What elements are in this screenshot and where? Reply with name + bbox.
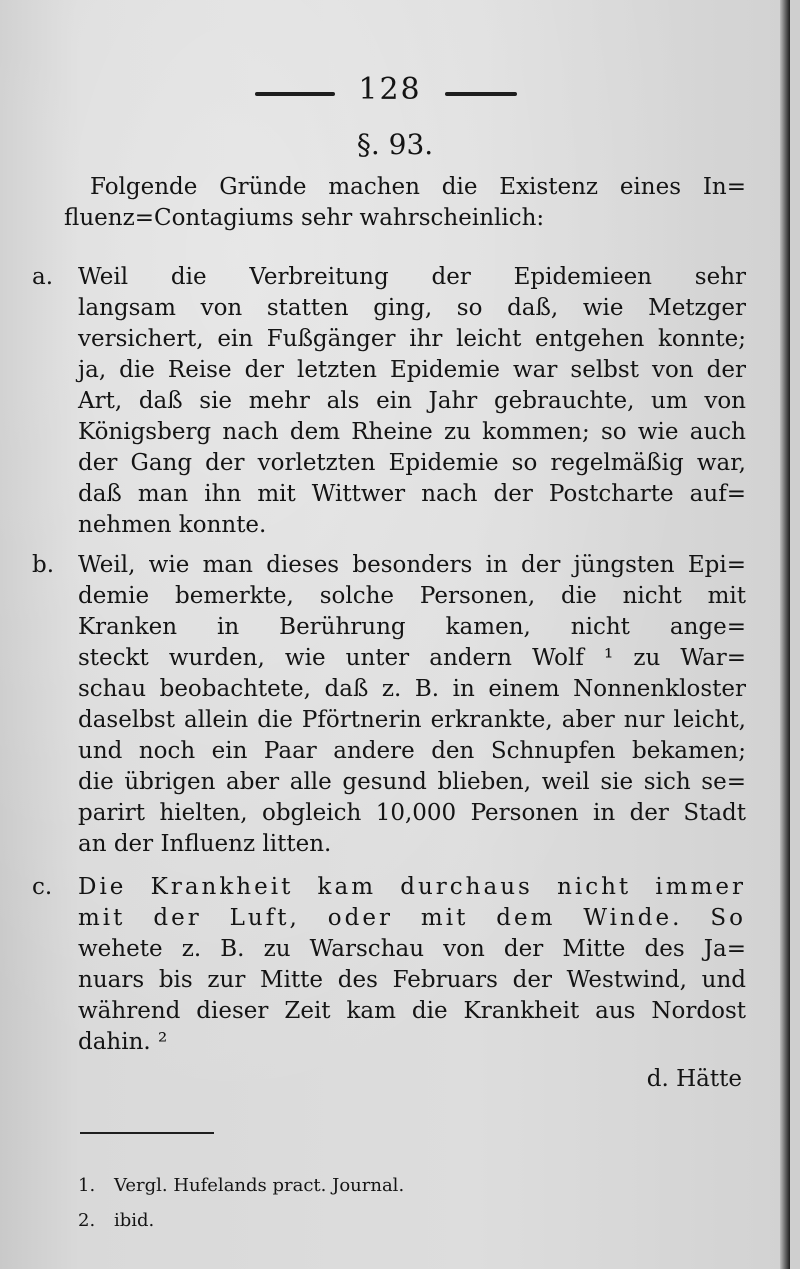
text-line: langsam von statten ging, so daß, wie Metzger <box>78 295 746 321</box>
footnote-number: 2. <box>78 1210 96 1231</box>
text-line: versichert, ein Fußgänger ihr leicht entgehen konnte; <box>78 326 746 352</box>
text-line: Art, daß sie mehr als ein Jahr gebrauchte, um von <box>78 388 746 414</box>
text-line: parirt hielten, obgleich 10,000 Personen in der Stadt <box>78 800 746 826</box>
page-header <box>0 72 790 112</box>
text-line: fluenz=Contagiums sehr wahrscheinlich: <box>64 205 545 231</box>
item-label-c: c. <box>32 874 53 900</box>
footnote-number: 1. <box>78 1175 96 1196</box>
text-line: Weil die Verbreitung der Epidemieen sehr <box>78 264 746 290</box>
text-line: schau beobachtete, daß z. B. in einem Nonnenkloster <box>78 676 746 702</box>
intro-paragraph <box>64 172 746 234</box>
text-line: dahin. ² <box>78 1029 168 1055</box>
section-heading: §. 93. <box>356 128 434 161</box>
footnote-2 <box>78 1203 404 1238</box>
text-line: während dieser Zeit kam die Krankheit aus Nordost <box>78 998 746 1024</box>
text-line: an der Influenz litten. <box>78 831 332 857</box>
text-line: daß man ihn mit Wittwer nach der Postcharte auf= <box>78 481 746 507</box>
text-line: mit der Luft, oder mit dem Winde. So <box>78 905 746 931</box>
item-c-paragraph <box>78 872 746 1058</box>
text-line: Königsberg nach dem Rheine zu kommen; so wie auch <box>78 419 746 445</box>
text-line: demie bemerkte, solche Personen, die nicht mit <box>78 583 746 609</box>
text-line: Weil, wie man dieses besonders in der jüngsten Epi= <box>78 552 746 578</box>
header-rule-right <box>445 92 517 96</box>
footnote-rule <box>80 1132 214 1134</box>
text-line: nehmen konnte. <box>78 512 267 538</box>
item-label-a: a. <box>32 264 54 290</box>
text-line: Kranken in Berührung kamen, nicht ange= <box>78 614 746 640</box>
page-number: 128 <box>358 72 422 107</box>
item-a-paragraph <box>78 262 746 541</box>
text-line: wehete z. B. zu Warschau von der Mitte des Ja= <box>78 936 746 962</box>
text-line: ja, die Reise der letzten Epidemie war selbst von der <box>78 357 746 383</box>
text-line: nuars bis zur Mitte des Februars der Westwind, und <box>78 967 746 993</box>
catchword: d. Hätte <box>646 1066 742 1092</box>
footnotes <box>78 1168 404 1238</box>
item-label-b: b. <box>32 552 55 578</box>
footnote-text: ibid. <box>114 1210 155 1231</box>
text-line: daselbst allein die Pförtnerin erkrankte, aber nur leicht, <box>78 707 746 733</box>
page-edge-shadow <box>780 0 790 1269</box>
text-line: Die Krankheit kam durchaus nicht immer <box>78 874 746 900</box>
text-line: steckt wurden, wie unter andern Wolf ¹ zu War= <box>78 645 746 671</box>
text-line: und noch ein Paar andere den Schnupfen bekamen; <box>78 738 746 764</box>
text-line: der Gang der vorletzten Epidemie so regelmäßig war, <box>78 450 746 476</box>
footnote-text: Vergl. Hufelands pract. Journal. <box>114 1175 405 1196</box>
text-line: die übrigen aber alle gesund blieben, weil sie sich se= <box>78 769 746 795</box>
header-rule-left <box>255 92 335 96</box>
item-b-paragraph <box>78 550 746 860</box>
text-line: Folgende Gründe machen die Existenz eines In= <box>90 174 746 200</box>
footnote-1 <box>78 1168 404 1203</box>
